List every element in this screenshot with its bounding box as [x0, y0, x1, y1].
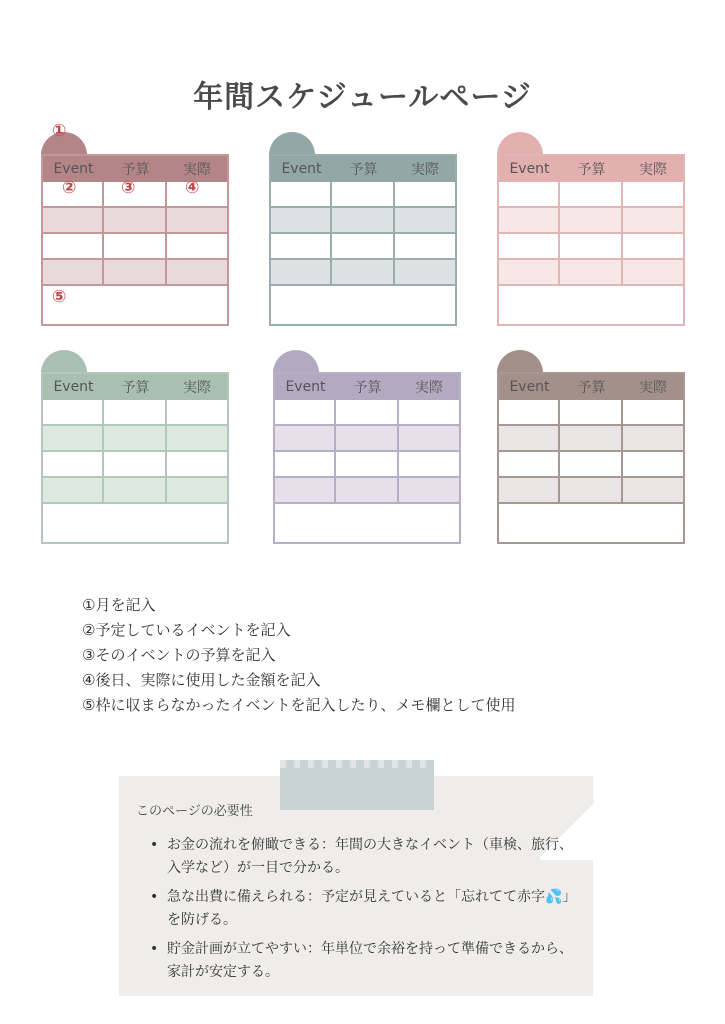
note-item: • お金の流れを俯瞰できる：年間の大きなイベント（車検、旅行、入学など）が一目で分かる。	[150, 834, 580, 880]
table-row	[275, 452, 459, 478]
table-row	[499, 182, 683, 208]
memo-area	[275, 504, 459, 542]
table-row	[43, 478, 227, 504]
table-row	[271, 182, 455, 208]
table-row	[499, 208, 683, 234]
marker-3: ③	[121, 178, 136, 198]
table-cell	[623, 426, 683, 452]
memo-area	[499, 286, 683, 324]
table-row	[43, 452, 227, 478]
month-card	[269, 132, 457, 324]
table-cell	[104, 234, 167, 260]
table-header	[43, 374, 227, 400]
budget-table	[273, 372, 461, 544]
table-cell	[623, 400, 683, 426]
table-header	[499, 374, 683, 400]
table-row	[275, 426, 459, 452]
month-card	[41, 132, 229, 324]
table-body	[43, 400, 227, 504]
table-cell	[332, 260, 395, 286]
table-row	[43, 208, 227, 234]
header-actual: 実際	[415, 380, 443, 396]
header-event: Event	[53, 379, 94, 395]
table-row	[271, 234, 455, 260]
table-cell	[275, 400, 336, 426]
table-cell	[560, 182, 623, 208]
header-actual: 実際	[183, 380, 211, 396]
table-cell	[399, 478, 459, 504]
table-cell	[104, 400, 167, 426]
table-cell	[104, 426, 167, 452]
marker-1: ①	[52, 121, 67, 141]
table-cell	[395, 260, 455, 286]
note-item: • 急な出費に備えられる：予定が見えていると「忘れてて赤字💦」を防げる。	[150, 886, 580, 932]
table-cell	[104, 478, 167, 504]
header-budget: 予算	[577, 162, 606, 178]
table-row	[43, 260, 227, 286]
table-row	[271, 208, 455, 234]
budget-table	[497, 154, 685, 326]
marker-5: ⑤	[52, 287, 67, 307]
table-row	[275, 478, 459, 504]
table-row	[43, 426, 227, 452]
table-cell	[560, 208, 623, 234]
table-cell	[399, 452, 459, 478]
table-cell	[167, 478, 227, 504]
table-body	[275, 400, 459, 504]
table-row	[271, 260, 455, 286]
table-row	[43, 400, 227, 426]
table-cell	[395, 234, 455, 260]
note-list	[150, 834, 580, 990]
table-cell	[275, 452, 336, 478]
table-cell	[560, 400, 623, 426]
table-cell	[336, 426, 399, 452]
table-cell	[167, 234, 227, 260]
table-cell	[623, 208, 683, 234]
table-header	[499, 156, 683, 182]
instruction-1: ①月を記入	[82, 596, 156, 614]
table-cell	[623, 478, 683, 504]
table-cell	[43, 400, 104, 426]
table-cell	[499, 234, 560, 260]
month-card	[273, 350, 461, 542]
table-cell	[104, 182, 167, 208]
table-cell	[395, 182, 455, 208]
page-title: 年間スケジュールページ	[193, 80, 532, 115]
table-row	[499, 426, 683, 452]
table-cell	[332, 182, 395, 208]
header-budget: 予算	[353, 380, 382, 396]
header-budget: 予算	[349, 162, 378, 178]
table-cell	[395, 208, 455, 234]
memo-area	[271, 286, 455, 324]
table-cell	[275, 426, 336, 452]
table-row	[499, 234, 683, 260]
table-cell	[560, 426, 623, 452]
note-title: このページの必要性	[136, 804, 253, 819]
table-cell	[623, 452, 683, 478]
table-header	[271, 156, 455, 182]
table-cell	[43, 452, 104, 478]
memo-area	[43, 504, 227, 542]
table-cell	[332, 208, 395, 234]
note-item: • 貯金計画が立てやすい：年単位で余裕を持って準備できるから、家計が安定する。	[150, 938, 580, 984]
table-cell	[623, 234, 683, 260]
budget-table	[497, 372, 685, 544]
instructions	[82, 593, 515, 718]
header-budget: 予算	[577, 380, 606, 396]
table-cell	[271, 182, 332, 208]
table-row	[499, 452, 683, 478]
table-cell	[623, 260, 683, 286]
marker-2: ②	[62, 178, 77, 198]
table-cell	[43, 426, 104, 452]
table-cell	[399, 400, 459, 426]
table-cell	[271, 234, 332, 260]
header-event: Event	[53, 161, 94, 177]
table-cell	[167, 452, 227, 478]
month-card	[497, 132, 685, 324]
table-row	[275, 400, 459, 426]
marker-4: ④	[185, 178, 200, 198]
table-cell	[43, 260, 104, 286]
table-cell	[167, 400, 227, 426]
table-cell	[399, 426, 459, 452]
header-budget: 予算	[121, 162, 150, 178]
washi-tape	[280, 760, 434, 810]
table-cell	[336, 452, 399, 478]
table-cell	[560, 478, 623, 504]
table-cell	[499, 260, 560, 286]
table-cell	[499, 426, 560, 452]
table-cell	[499, 478, 560, 504]
table-row	[499, 260, 683, 286]
header-budget: 予算	[121, 380, 150, 396]
table-row	[43, 234, 227, 260]
table-cell	[43, 478, 104, 504]
table-cell	[499, 400, 560, 426]
table-cell	[560, 234, 623, 260]
table-cell	[332, 234, 395, 260]
table-row	[499, 400, 683, 426]
header-actual: 実際	[639, 380, 667, 396]
table-cell	[43, 234, 104, 260]
table-cell	[167, 260, 227, 286]
table-cell	[167, 208, 227, 234]
header-event: Event	[281, 161, 322, 177]
table-cell	[104, 260, 167, 286]
budget-table	[41, 372, 229, 544]
table-body	[499, 400, 683, 504]
header-event: Event	[509, 161, 550, 177]
table-cell	[43, 208, 104, 234]
instruction-2: ②予定しているイベントを記入	[82, 621, 291, 639]
instruction-3: ③そのイベントの予算を記入	[82, 646, 276, 664]
table-cell	[560, 260, 623, 286]
table-cell	[336, 400, 399, 426]
instruction-4: ④後日、実際に使用した金額を記入	[82, 671, 321, 689]
table-cell	[104, 452, 167, 478]
table-row	[499, 478, 683, 504]
table-cell	[623, 182, 683, 208]
table-cell	[336, 478, 399, 504]
table-cell	[104, 208, 167, 234]
instruction-5: ⑤枠に収まらなかったイベントを記入したり、メモ欄として使用	[82, 696, 516, 714]
table-body	[499, 182, 683, 286]
header-event: Event	[509, 379, 550, 395]
table-cell	[167, 426, 227, 452]
header-actual: 実際	[183, 162, 211, 178]
table-cell	[499, 182, 560, 208]
table-cell	[560, 452, 623, 478]
table-body	[271, 182, 455, 286]
table-cell	[275, 478, 336, 504]
header-actual: 実際	[411, 162, 439, 178]
table-cell	[499, 452, 560, 478]
month-card	[497, 350, 685, 542]
table-cell	[271, 208, 332, 234]
header-event: Event	[285, 379, 326, 395]
month-card	[41, 350, 229, 542]
memo-area	[43, 286, 227, 324]
memo-area	[499, 504, 683, 542]
table-cell	[271, 260, 332, 286]
header-actual: 実際	[639, 162, 667, 178]
table-cell	[499, 208, 560, 234]
table-header	[275, 374, 459, 400]
budget-table	[269, 154, 457, 326]
